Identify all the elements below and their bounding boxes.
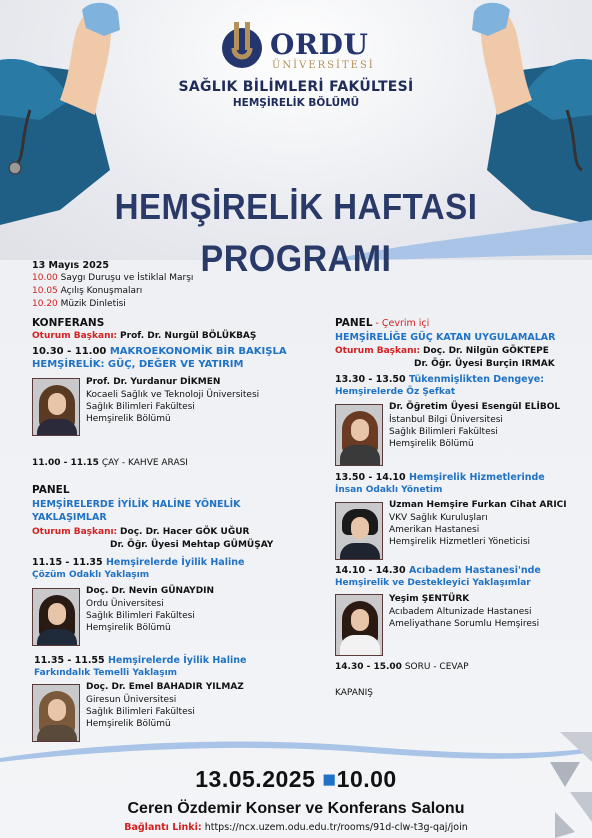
speaker-name: Prof. Dr. Yurdanur DİKMEN (86, 377, 221, 387)
talk-title-line2: Çözüm Odaklı Yaklaşım (32, 570, 150, 580)
konferans-chair: Oturum Başkanı: Prof. Dr. Nurgül BÖLÜKBAŞ (32, 331, 257, 341)
speaker-photo (335, 502, 383, 560)
speaker-affiliation: Hemşirelik Bölümü (86, 623, 171, 633)
speaker-photo (335, 594, 383, 656)
opening-item: 10.20 Müzik Dinletisi (32, 299, 126, 309)
speaker-affiliation: Sağlık Bilimleri Fakültesi (86, 611, 195, 621)
speaker-affiliation: Amerikan Hastanesi (389, 525, 480, 535)
konferans-title-line1: 10.30 - 11.00 MAKROEKONOMİK BİR BAKIŞLA (32, 346, 287, 357)
speaker-affiliation: İstanbul Bilgi Üniversitesi (389, 415, 503, 425)
break-item: 11.00 - 11.15 ÇAY - KAHVE ARASI (32, 458, 188, 468)
talk-title-line1: 13.50 - 14.10 Hemşirelik Hizmetlerinde (335, 472, 545, 483)
online-panel-heading: PANEL - Çevrim içi (335, 317, 430, 329)
speaker-affiliation: Acıbadem Altunizade Hastanesi (389, 607, 532, 617)
speaker-affiliation: Ameliyathane Sorumlu Hemşiresi (389, 619, 540, 629)
speaker-name: Doç. Dr. Emel BAHADIR YILMAZ (86, 682, 244, 692)
panel-title-line1: HEMŞİRELERDE İYİLİK HALİNE YÖNELİK (32, 499, 241, 510)
speaker-photo (335, 404, 383, 466)
panel-chair-2: Dr. Öğr. Üyesi Mehtap GÜMÜŞAY (110, 540, 274, 550)
opening-item: 10.00 Saygı Duruşu ve İstiklal Marşı (32, 273, 194, 283)
talk-title-line1: 14.10 - 14.30 Acıbadem Hastanesi'nde (335, 565, 541, 576)
speaker-affiliation: Ordu Üniversitesi (86, 599, 164, 609)
opening-item: 10.05 Açılış Konuşmaları (32, 286, 143, 296)
event-date: 13 Mayıs 2025 (32, 260, 109, 271)
speaker-name: Dr. Öğretim Üyesi Esengül ELİBOL (389, 402, 561, 412)
speaker-name: Yeşim ŞENTÜRK (389, 594, 470, 604)
online-panel-chair-2: Dr. Öğr. Üyesi Burçin IRMAK (414, 359, 555, 369)
talk-title-line1: 11.35 - 11.55 Hemşirelerde İyilik Haline (34, 655, 247, 666)
speaker-affiliation: Sağlık Bilimleri Fakültesi (86, 707, 195, 717)
footer-link-line: Bağlantı Linki: https://ncx.uzem.odu.edu.tr/rooms/91d-clw-t3g-qaj/join (124, 822, 468, 833)
talk-title-line1: 13.30 - 13.50 Tükenmişlikten Dengeye: (335, 374, 545, 385)
speaker-affiliation: Hemşirelik Bölümü (86, 414, 171, 424)
university-logo-icon (220, 18, 264, 70)
closing-item: KAPANIŞ (335, 688, 374, 698)
talk-title-line2: Hemşirelik ve Destekleyici Yaklaşımlar (335, 578, 531, 588)
konferans-title-line2: HEMŞİRELİK: GÜÇ, DEĞER VE YATIRIM (32, 359, 244, 370)
panel-title-line2: YAKLAŞIMLAR (32, 512, 107, 523)
meeting-link[interactable]: https://ncx.uzem.odu.edu.tr/rooms/91d-clw-t3g-qaj/join (204, 822, 468, 833)
speaker-photo (32, 378, 80, 436)
logo-wordmark: ORDU (270, 28, 369, 61)
online-panel-chair: Oturum Başkanı: Doç. Dr. Nilgün GÖKTEPE (335, 346, 549, 356)
speaker-affiliation: Sağlık Bilimleri Fakültesi (389, 427, 498, 437)
talk-title-line2: Hemşirelerde Öz Şefkat (335, 387, 456, 397)
poster-title-line2: PROGRAMI (200, 238, 392, 279)
footer-datetime: 13.05.2025 ■10.00 (195, 766, 397, 792)
footer-venue: Ceren Özdemir Konser ve Konferans Salonu (127, 800, 465, 817)
speaker-affiliation: Hemşirelik Bölümü (86, 719, 171, 729)
poster-title-line1: HEMŞİRELİK HAFTASI (114, 186, 478, 227)
online-panel-title: HEMŞİRELİĞE GÜÇ KATAN UYGULAMALAR (335, 332, 556, 343)
logo-subtitle: ÜNİVERSİTESİ (272, 60, 375, 71)
speaker-affiliation: VKV Sağlık Kuruluşları (389, 513, 488, 523)
talk-title-line2: İnsan Odaklı Yönetim (335, 485, 443, 495)
department-name: HEMŞİRELİK BÖLÜMÜ (232, 97, 360, 109)
speaker-affiliation: Sağlık Bilimleri Fakültesi (86, 402, 195, 412)
speaker-photo (32, 588, 80, 646)
speaker-name: Uzman Hemşire Furkan Cihat ARICI (389, 500, 567, 510)
talk-title-line1: 11.15 - 11.35 Hemşirelerde İyilik Haline (32, 557, 245, 568)
speaker-affiliation: Hemşirelik Bölümü (389, 439, 474, 449)
speaker-affiliation: Hemşirelik Hizmetleri Yöneticisi (389, 537, 531, 547)
faculty-name: SAĞLIK BİLİMLERİ FAKÜLTESİ (178, 79, 414, 95)
panel-heading: PANEL (32, 484, 70, 496)
konferans-heading: KONFERANS (32, 317, 105, 329)
speaker-affiliation: Kocaeli Sağlık ve Teknoloji Üniversitesi (86, 390, 260, 400)
speaker-name: Doç. Dr. Nevin GÜNAYDIN (86, 586, 215, 596)
qa-item: 14.30 - 15.00 SORU - CEVAP (335, 662, 469, 672)
panel-chair: Oturum Başkanı: Doç. Dr. Hacer GÖK UĞUR (32, 527, 250, 537)
talk-title-line2: Farkındalık Temelli Yaklaşım (34, 668, 178, 678)
speaker-affiliation: Giresun Üniversitesi (86, 695, 177, 705)
